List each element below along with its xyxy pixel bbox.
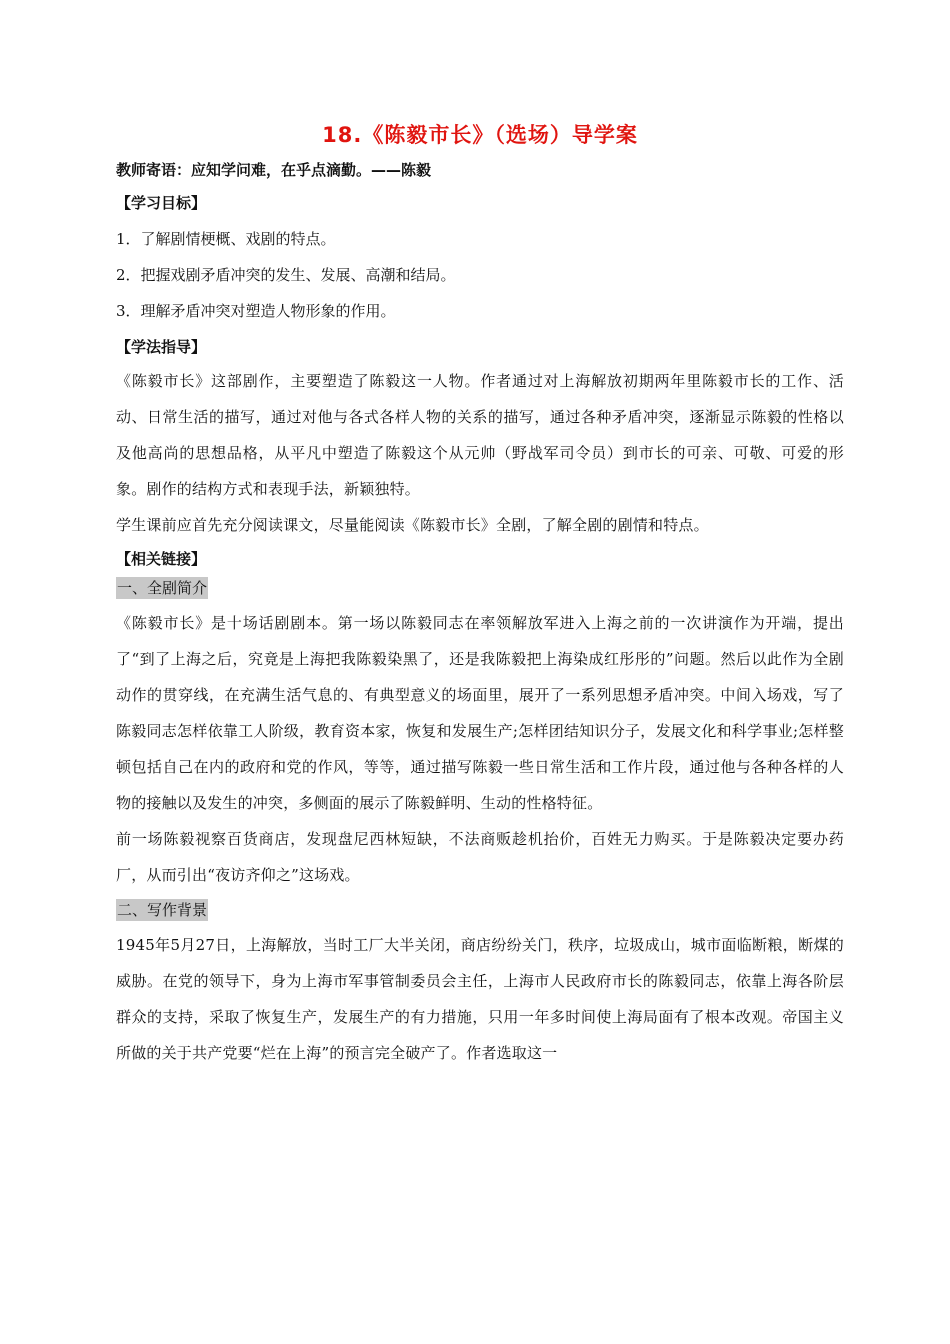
document-title: 18.《陈毅市长》（选场）导学案 <box>322 123 638 147</box>
teacher-motto: 教师寄语：应知学问难，在乎点滴勤。——陈毅 <box>116 161 432 179</box>
method-paragraph-2: 学生课前应首先充分阅读课文，尽量能阅读《陈毅市长》全剧，了解全剧的剧情和特点。 <box>116 516 709 534</box>
document-content <box>116 120 844 1071</box>
intro-paragraph-2: 前一场陈毅视察百货商店，发现盘尼西林短缺，不法商贩趁机抬价，百姓无力购买。于是陈毅决定要办药厂，从而引出“夜访齐仰之”这场戏。 <box>116 830 844 884</box>
objective-item-3: 3．理解矛盾冲突对塑造人物形象的作用。 <box>116 302 396 320</box>
background-paragraph-1: 1945年5月27日，上海解放，当时工厂大半关闭，商店纷纷关门，秩序，垃圾成山，城市面临断粮，断煤的威胁。在党的领导下，身为上海市军事管制委员会主任，上海市人民政府市长的陈毅同志，依靠上海各阶层群众的支持，采取了恢复生产，发展生产的有力措施，只用一年多时间使上海局面有了根本改观。帝国主义所做的关于共产党要“烂在上海”的预言完全破产了。作者选取这一 <box>116 936 844 1062</box>
section-intro-heading: 一、全剧简介 <box>117 579 208 597</box>
links-heading: 【相关链接】 <box>116 550 207 568</box>
method-heading: 【学法指导】 <box>116 338 207 356</box>
objective-item-2: 2．把握戏剧矛盾冲突的发生、发展、高潮和结局。 <box>116 266 456 284</box>
section-intro-heading-wrap <box>116 577 844 599</box>
objective-item-1: 1．了解剧情梗概、戏剧的特点。 <box>116 230 336 248</box>
intro-paragraph-1: 《陈毅市长》是十场话剧剧本。第一场以陈毅同志在率领解放军进入上海之前的一次讲演作为开端，提出了“到了上海之后，究竟是上海把我陈毅染黑了，还是我陈毅把上海染成红彤彤的”问题。然后以此作为全剧动作的贯穿线，在充满生活气息的、有典型意义的场面里，展开了一系列思想矛盾冲突。中间入场戏，写了陈毅同志怎样依靠工人阶级，教育资本家，恢复和发展生产;怎样团结知识分子，发展文化和科学事业;怎样整顿包括自己在内的政府和党的作风，等等，通过描写陈毅一些日常生活和工作片段，通过他与各种各样的人物的接触以及发生的冲突，多侧面的展示了陈毅鲜明、生动的性格特征。 <box>116 614 844 812</box>
method-paragraph-1: 《陈毅市长》这部剧作，主要塑造了陈毅这一人物。作者通过对上海解放初期两年里陈毅市长的工作、活动、日常生活的描写，通过对他与各式各样人物的关系的描写，通过各种矛盾冲突，逐渐显示陈毅的性格以及他高尚的思想品格，从平凡中塑造了陈毅这个从元帅（野战军司令员）到市长的可亲、可敬、可爱的形象。剧作的结构方式和表现手法，新颖独特。 <box>116 372 844 498</box>
section-background-heading: 二、写作背景 <box>117 901 208 919</box>
objectives-heading: 【学习目标】 <box>116 194 207 212</box>
section-background-heading-wrap <box>116 899 844 921</box>
